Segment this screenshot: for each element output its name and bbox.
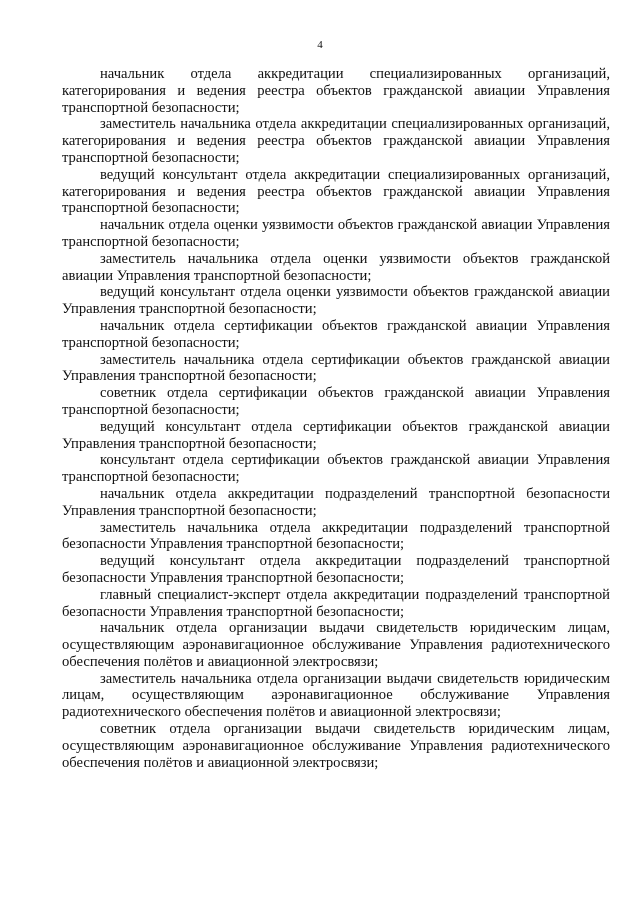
list-item: начальник отдела аккредитации подразделений транспортной безопасности Управления транспортной безопасности; [62,485,610,519]
list-item: консультант отдела сертификации объектов гражданской авиации Управления транспортной безопасности; [62,452,610,486]
page-number: 4 [317,39,323,51]
list-item: заместитель начальника отдела организации выдачи свидетельств юридическим лицам, осуществляющим аэронавигационное обслуживание Управления радиотехнического обеспечения полётов и авиационной электросвязи; [62,670,610,721]
position-list [62,66,610,771]
list-item: начальник отдела сертификации объектов гражданской авиации Управления транспортной безопасности; [62,317,610,351]
list-item: советник отдела сертификации объектов гражданской авиации Управления транспортной безопасности; [62,385,610,418]
list-item: ведущий консультант отдела аккредитации специализированных организаций, категорирования и ведения реестра объектов гражданской авиации Управления транспортной безопасности; [62,166,610,217]
list-item: ведущий консультант отдела аккредитации подразделений транспортной безопасности Управления транспортной безопасности; [62,553,610,586]
list-item: заместитель начальника отдела сертификации объектов гражданской авиации Управления транспортной безопасности; [62,351,610,385]
list-item: начальник отдела организации выдачи свидетельств юридическим лицам, осуществляющим аэронавигационное обслуживание Управления радиотехнического обеспечения полётов и авиационной электросвязи; [62,620,610,670]
list-item: начальник отдела оценки уязвимости объектов гражданской авиации Управления транспортной безопасности; [62,217,610,250]
list-item: ведущий консультант отдела оценки уязвимости объектов гражданской авиации Управления транспортной безопасности; [62,284,610,318]
list-item: начальник отдела аккредитации специализированных организаций, категорирования и ведения реестра объектов гражданской авиации Управления транспортной безопасности; [62,66,610,116]
list-item: заместитель начальника отдела аккредитации подразделений транспортной безопасности Управления транспортной безопасности; [62,519,610,553]
list-item: советник отдела организации выдачи свидетельств юридическим лицам, осуществляющим аэронавигационное обслуживание Управления радиотехнического обеспечения полётов и авиационной электросвязи; [62,721,610,771]
list-item: ведущий консультант отдела сертификации объектов гражданской авиации Управления транспортной безопасности; [62,418,610,452]
list-item: заместитель начальника отдела оценки уязвимости объектов гражданской авиации Управления транспортной безопасности; [62,250,610,284]
list-item: заместитель начальника отдела аккредитации специализированных организаций, категорирования и ведения реестра объектов гражданской авиации Управления транспортной безопасности; [62,116,610,166]
list-item: главный специалист-эксперт отдела аккредитации подразделений транспортной безопасности Управления транспортной безопасности; [62,586,610,620]
